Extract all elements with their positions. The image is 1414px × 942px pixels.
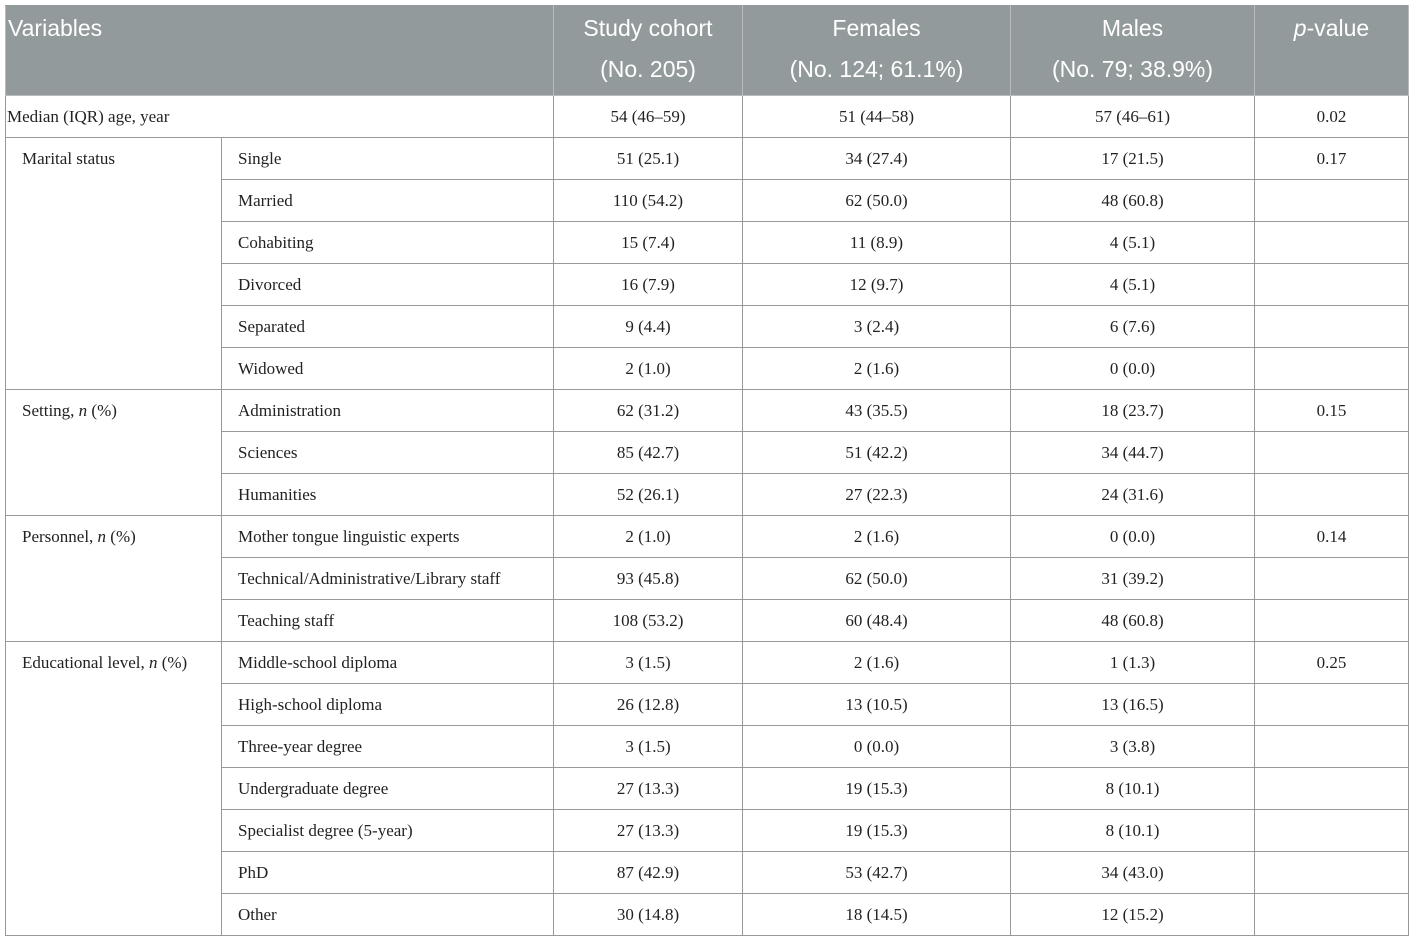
group-label-label-post: (%) xyxy=(157,653,188,672)
category-cell: Three-year degree xyxy=(222,726,554,768)
cohort-cell: 87 (42.9) xyxy=(554,852,743,894)
header-p-rest: -value xyxy=(1306,15,1370,41)
header-females-count: (No. 124; 61.1%) xyxy=(789,56,964,82)
header-cohort-title: Study cohort xyxy=(583,15,713,41)
cohort-cell: 85 (42.7) xyxy=(554,432,743,474)
p-value-cell xyxy=(1255,768,1409,810)
cohort-cell: 110 (54.2) xyxy=(554,180,743,222)
males-cell: 4 (5.1) xyxy=(1011,222,1255,264)
age-females: 51 (44–58) xyxy=(743,96,1011,138)
cohort-cell: 52 (26.1) xyxy=(554,474,743,516)
p-value-cell xyxy=(1255,432,1409,474)
header-row xyxy=(6,6,1409,96)
cohort-cell: 2 (1.0) xyxy=(554,516,743,558)
category-cell: Undergraduate degree xyxy=(222,768,554,810)
header-males xyxy=(1011,6,1255,96)
table-row-age xyxy=(6,96,1409,138)
group-label-setting xyxy=(6,390,222,516)
category-cell: Mother tongue linguistic experts xyxy=(222,516,554,558)
p-value-cell xyxy=(1255,348,1409,390)
p-value-cell xyxy=(1255,264,1409,306)
p-value-cell xyxy=(1255,852,1409,894)
category-cell: Single xyxy=(222,138,554,180)
p-value-cell xyxy=(1255,684,1409,726)
males-cell: 1 (1.3) xyxy=(1011,642,1255,684)
females-cell: 60 (48.4) xyxy=(743,600,1011,642)
females-cell: 2 (1.6) xyxy=(743,642,1011,684)
p-value-cell: 0.14 xyxy=(1255,516,1409,558)
group-label-label-n: n xyxy=(148,653,158,672)
table-row xyxy=(6,642,1409,684)
males-cell: 18 (23.7) xyxy=(1011,390,1255,432)
females-cell: 51 (42.2) xyxy=(743,432,1011,474)
header-variables xyxy=(6,6,554,96)
p-value-cell xyxy=(1255,600,1409,642)
cohort-cell: 27 (13.3) xyxy=(554,810,743,852)
females-cell: 11 (8.9) xyxy=(743,222,1011,264)
header-p-value xyxy=(1255,6,1409,96)
table-body xyxy=(6,96,1409,936)
cohort-cell: 15 (7.4) xyxy=(554,222,743,264)
header-variables-label: Variables xyxy=(8,15,103,41)
p-value-cell xyxy=(1255,558,1409,600)
males-cell: 31 (39.2) xyxy=(1011,558,1255,600)
group-label-label-post: (%) xyxy=(87,401,117,420)
category-cell: Teaching staff xyxy=(222,600,554,642)
group-label-label-pre: Educational level, xyxy=(22,653,149,672)
females-cell: 19 (15.3) xyxy=(743,810,1011,852)
cohort-cell: 3 (1.5) xyxy=(554,642,743,684)
females-cell: 2 (1.6) xyxy=(743,348,1011,390)
cohort-cell: 27 (13.3) xyxy=(554,768,743,810)
group-label-label-pre: Personnel, xyxy=(22,527,98,546)
males-cell: 0 (0.0) xyxy=(1011,348,1255,390)
category-cell: Separated xyxy=(222,306,554,348)
cohort-cell: 2 (1.0) xyxy=(554,348,743,390)
header-males-count: (No. 79; 38.9%) xyxy=(1051,56,1214,82)
cohort-cell: 9 (4.4) xyxy=(554,306,743,348)
table-header xyxy=(6,6,1409,96)
header-females-title: Females xyxy=(832,15,921,41)
category-cell: Married xyxy=(222,180,554,222)
cohort-cell: 3 (1.5) xyxy=(554,726,743,768)
cohort-cell: 51 (25.1) xyxy=(554,138,743,180)
males-cell: 48 (60.8) xyxy=(1011,600,1255,642)
males-cell: 6 (7.6) xyxy=(1011,306,1255,348)
males-cell: 8 (10.1) xyxy=(1011,810,1255,852)
p-value-cell: 0.15 xyxy=(1255,390,1409,432)
cohort-cell: 108 (53.2) xyxy=(554,600,743,642)
p-value-cell: 0.25 xyxy=(1255,642,1409,684)
header-males-title: Males xyxy=(1101,15,1164,41)
category-cell: Cohabiting xyxy=(222,222,554,264)
header-p-italic: p xyxy=(1293,15,1307,41)
group-label-label-post: (%) xyxy=(106,527,136,546)
p-value-cell xyxy=(1255,222,1409,264)
category-cell: Humanities xyxy=(222,474,554,516)
group-label-label-n: n xyxy=(97,527,107,546)
males-cell: 34 (44.7) xyxy=(1011,432,1255,474)
females-cell: 13 (10.5) xyxy=(743,684,1011,726)
males-cell: 12 (15.2) xyxy=(1011,894,1255,936)
females-cell: 62 (50.0) xyxy=(743,558,1011,600)
cohort-cell: 93 (45.8) xyxy=(554,558,743,600)
group-label-text: Marital status xyxy=(22,149,116,168)
table-row xyxy=(6,516,1409,558)
age-males: 57 (46–61) xyxy=(1011,96,1255,138)
group-label-education xyxy=(6,642,222,936)
females-cell: 12 (9.7) xyxy=(743,264,1011,306)
p-value-cell xyxy=(1255,894,1409,936)
females-cell: 2 (1.6) xyxy=(743,516,1011,558)
p-value-cell xyxy=(1255,810,1409,852)
cohort-cell: 30 (14.8) xyxy=(554,894,743,936)
males-cell: 34 (43.0) xyxy=(1011,852,1255,894)
header-cohort-count: (No. 205) xyxy=(600,56,696,82)
category-cell: Specialist degree (5-year) xyxy=(222,810,554,852)
males-cell: 4 (5.1) xyxy=(1011,264,1255,306)
females-cell: 62 (50.0) xyxy=(743,180,1011,222)
females-cell: 3 (2.4) xyxy=(743,306,1011,348)
table-row xyxy=(6,390,1409,432)
p-value-cell xyxy=(1255,726,1409,768)
category-cell: Sciences xyxy=(222,432,554,474)
category-cell: Technical/Administrative/Library staff xyxy=(222,558,554,600)
cohort-cell: 16 (7.9) xyxy=(554,264,743,306)
header-study-cohort xyxy=(554,6,743,96)
females-cell: 0 (0.0) xyxy=(743,726,1011,768)
females-cell: 53 (42.7) xyxy=(743,852,1011,894)
p-value-cell xyxy=(1255,474,1409,516)
category-cell: Widowed xyxy=(222,348,554,390)
age-cohort: 54 (46–59) xyxy=(554,96,743,138)
females-cell: 43 (35.5) xyxy=(743,390,1011,432)
males-cell: 0 (0.0) xyxy=(1011,516,1255,558)
age-label: Median (IQR) age, year xyxy=(6,96,554,138)
males-cell: 24 (31.6) xyxy=(1011,474,1255,516)
males-cell: 48 (60.8) xyxy=(1011,180,1255,222)
category-cell: Administration xyxy=(222,390,554,432)
category-cell: Middle-school diploma xyxy=(222,642,554,684)
p-value-cell xyxy=(1255,180,1409,222)
males-cell: 3 (3.8) xyxy=(1011,726,1255,768)
females-cell: 27 (22.3) xyxy=(743,474,1011,516)
males-cell: 8 (10.1) xyxy=(1011,768,1255,810)
females-cell: 18 (14.5) xyxy=(743,894,1011,936)
group-label-personnel xyxy=(6,516,222,642)
group-label-label-n: n xyxy=(78,401,88,420)
table-row xyxy=(6,138,1409,180)
p-value-cell: 0.17 xyxy=(1255,138,1409,180)
age-p-value: 0.02 xyxy=(1255,96,1409,138)
demographics-table xyxy=(5,5,1409,936)
males-cell: 13 (16.5) xyxy=(1011,684,1255,726)
cohort-cell: 62 (31.2) xyxy=(554,390,743,432)
females-cell: 34 (27.4) xyxy=(743,138,1011,180)
group-label-marital xyxy=(6,138,222,390)
cohort-cell: 26 (12.8) xyxy=(554,684,743,726)
males-cell: 17 (21.5) xyxy=(1011,138,1255,180)
category-cell: Other xyxy=(222,894,554,936)
header-females xyxy=(743,6,1011,96)
group-label-label-pre: Setting, xyxy=(22,401,79,420)
females-cell: 19 (15.3) xyxy=(743,768,1011,810)
category-cell: High-school diploma xyxy=(222,684,554,726)
p-value-cell xyxy=(1255,306,1409,348)
category-cell: Divorced xyxy=(222,264,554,306)
category-cell: PhD xyxy=(222,852,554,894)
